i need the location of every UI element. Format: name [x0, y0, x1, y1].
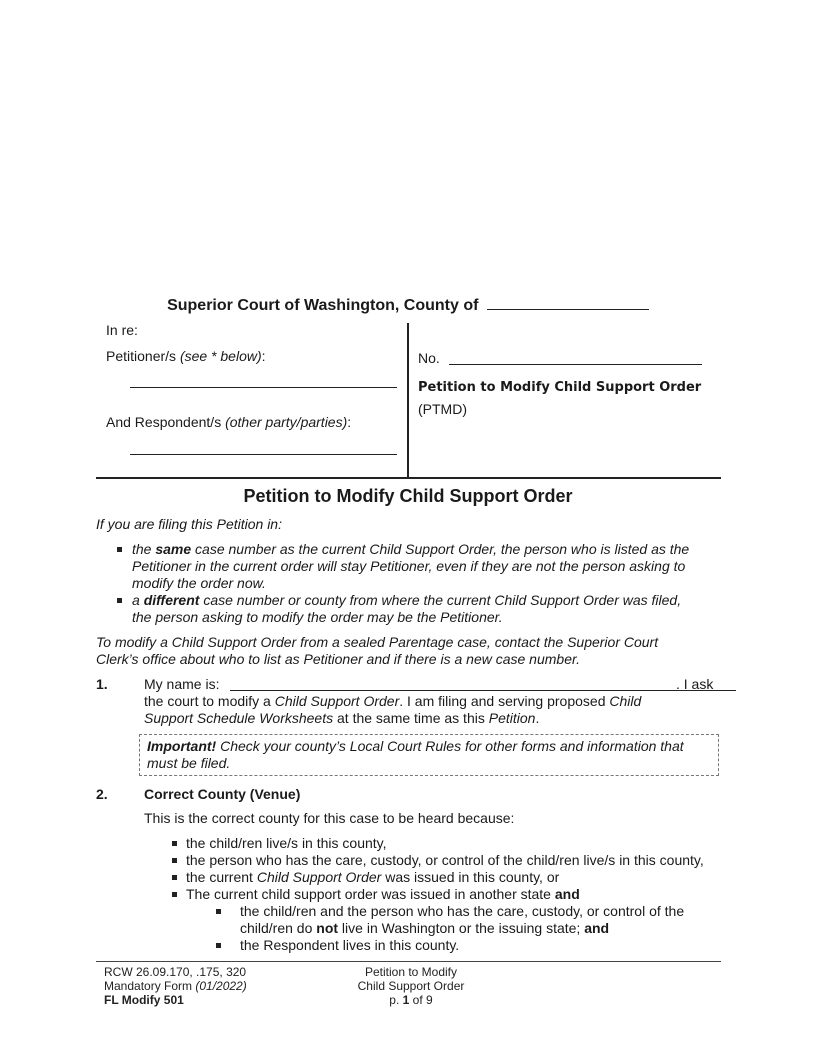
- venue-subreason: [240, 937, 720, 954]
- important-label: Important!: [147, 738, 217, 754]
- court-title: [0, 295, 816, 315]
- text: not: [316, 920, 339, 936]
- footer-rcw: RCW 26.09.170, .175, 320: [104, 965, 247, 979]
- footer-center: [330, 965, 492, 1007]
- county-blank[interactable]: [487, 295, 649, 310]
- venue-subreasons-list: [240, 903, 720, 954]
- text: case number or county from where the current Child Support Order was filed,: [199, 592, 682, 608]
- section-1-body: [144, 676, 724, 727]
- bullet-icon: [172, 858, 177, 863]
- page-title: Petition to Modify Child Support Order: [243, 486, 573, 506]
- footer-date: (01/2022): [195, 979, 247, 993]
- section-2-intro: This is the correct county for this case to be heard because:: [144, 810, 515, 826]
- footer-form-id: FL Modify 501: [104, 993, 184, 1007]
- venue-subreason: [240, 903, 720, 937]
- venue-reason: [186, 835, 726, 852]
- bullet-icon: [117, 598, 122, 603]
- text: the child/ren live/s in this county,: [186, 835, 387, 851]
- venue-reason: [186, 852, 726, 869]
- venue-reason: [186, 869, 726, 886]
- text: Petitioner in the current order will stay Petitioner, even if they are not the person asking to: [132, 558, 686, 574]
- text: the person asking to modify the order may be the Petitioner.: [132, 609, 503, 625]
- court-title-text: Superior Court of Washington, County of: [167, 297, 479, 314]
- text: the Respondent lives in this county.: [240, 937, 460, 953]
- petitioner-colon: :: [261, 348, 266, 364]
- text: Child Support Order: [274, 693, 400, 709]
- text: a: [132, 592, 144, 608]
- intro-bullet-different: [132, 592, 732, 626]
- text: Child: [609, 693, 642, 709]
- text: at the same time as this: [333, 710, 489, 726]
- petitioner-name-blank[interactable]: [130, 387, 397, 388]
- text: Support Schedule Worksheets: [144, 710, 334, 726]
- venue-reasons-list: [186, 835, 726, 903]
- footer-title-line2: Child Support Order: [357, 979, 465, 993]
- text: of 9: [409, 993, 433, 1007]
- respondent-label-text: And Respondent/s: [106, 414, 222, 430]
- venue-reason: [186, 886, 726, 903]
- bullet-icon: [172, 875, 177, 880]
- caption-form-code: (PTMD): [418, 401, 467, 417]
- text: . I am filing and serving proposed: [399, 693, 610, 709]
- bullet-icon: [172, 841, 177, 846]
- text: live in Washington or the issuing state;: [338, 920, 585, 936]
- section-1-number: 1.: [96, 676, 108, 692]
- caption-divider-vertical: [407, 323, 409, 478]
- case-number-label: No.: [418, 350, 440, 366]
- section-2-heading: Correct County (Venue): [144, 786, 301, 802]
- text: and: [554, 886, 580, 902]
- text: . I ask: [676, 676, 714, 692]
- intro-text: If you are filing this Petition in:: [96, 516, 282, 532]
- name-blank[interactable]: [230, 690, 736, 691]
- caption-form-title: Petition to Modify Child Support Order: [418, 380, 702, 395]
- footer-left: [104, 965, 247, 1007]
- important-notice-box: [139, 734, 719, 776]
- text: p.: [389, 993, 403, 1007]
- text: the person who has the care, custody, or control of the child/ren live/s in this county,: [186, 852, 704, 868]
- petitioner-note: (see * below): [179, 348, 262, 364]
- text: .: [535, 710, 540, 726]
- bullet-icon: [216, 909, 221, 914]
- text: Child Support Order: [256, 869, 382, 885]
- in-re-label: In re:: [106, 322, 138, 338]
- text: The current child support order was issued in another state: [186, 886, 555, 902]
- footer-title-line1: Petition to Modify: [364, 965, 458, 979]
- section-2-number: 2.: [96, 786, 108, 802]
- text: Petition: [488, 710, 536, 726]
- text: the child/ren and the person who has the care, custody, or control of the: [240, 903, 685, 919]
- name-label: My name is:: [144, 676, 220, 692]
- text: modify the order now.: [132, 575, 266, 591]
- respondent-note: (other party/parties): [225, 414, 348, 430]
- emphasis: different: [143, 592, 200, 608]
- intro-bullet-same: [132, 541, 732, 592]
- text: must be filed.: [147, 755, 231, 771]
- footer-divider: [96, 961, 721, 962]
- text: the: [132, 541, 156, 557]
- case-number-blank[interactable]: [449, 364, 702, 365]
- petitioner-label-text: Petitioner/s: [106, 348, 177, 364]
- text: the current: [186, 869, 257, 885]
- page-number: 1: [402, 993, 410, 1007]
- respondent-colon: :: [347, 414, 352, 430]
- petitioner-label: [106, 348, 266, 364]
- text: Clerk’s office about who to list as Petitioner and if there is a new case number.: [96, 651, 581, 667]
- text: child/ren do: [240, 920, 317, 936]
- emphasis: same: [155, 541, 192, 557]
- caption-divider-horizontal: [96, 477, 721, 479]
- text: case number as the current Child Support Order, the person who is listed as the: [191, 541, 690, 557]
- footer-mandatory: Mandatory Form: [104, 979, 196, 993]
- respondent-label: [106, 414, 351, 430]
- text: To modify a Child Support Order from a sealed Parentage case, contact the Superior Court: [96, 634, 659, 650]
- bullet-icon: [117, 547, 122, 552]
- text: the court to modify a: [144, 693, 275, 709]
- text: was issued in this county, or: [381, 869, 560, 885]
- bullet-icon: [216, 943, 221, 948]
- text: and: [584, 920, 610, 936]
- sealed-case-note: [96, 634, 726, 668]
- text: Check your county’s Local Court Rules for other forms and information that: [216, 738, 684, 754]
- bullet-icon: [172, 892, 177, 897]
- respondent-name-blank[interactable]: [130, 454, 397, 455]
